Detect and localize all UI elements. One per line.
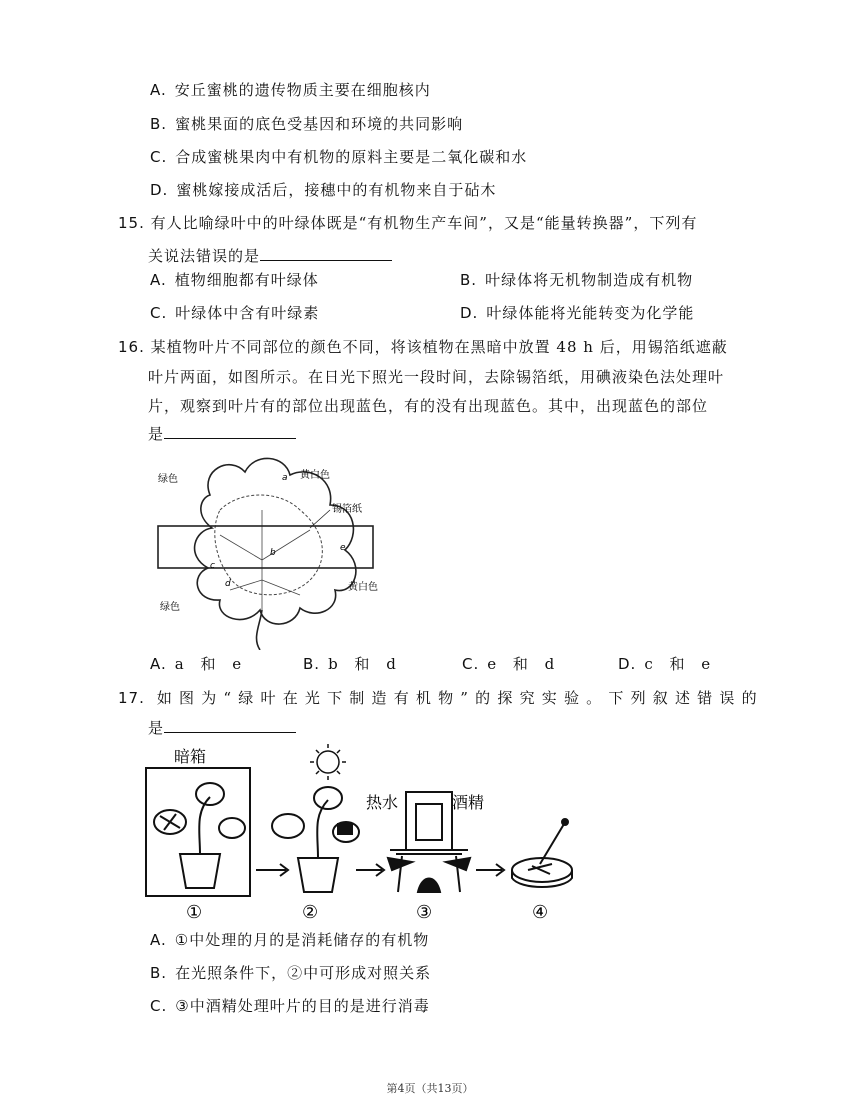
label-foil: 锡箔纸 [332, 504, 362, 515]
prev-option-d: D. 蜜桃嫁接成活后，接穗中的有机物来自于砧木 [150, 181, 497, 199]
label-green-top: 绿色 [158, 474, 178, 485]
page-footer: 第4页（共13页） [386, 1082, 474, 1095]
prev-option-a: A. 安丘蜜桃的遗传物质主要在细胞核内 [150, 81, 431, 99]
label-a: a [282, 473, 288, 483]
label-b: b [270, 548, 276, 558]
label-step-3: ③ [416, 902, 433, 922]
label-alcohol: 酒精 [452, 793, 485, 812]
leaf-inner-zone [215, 495, 323, 595]
label-yellow-top: 黄白色 [300, 470, 330, 481]
plant-1 [154, 783, 245, 888]
q16-stem-line3: 片，观察到叶片有的部位出现蓝色，有的没有出现蓝色。其中，出现蓝色的部位 [148, 397, 709, 415]
leaf-foil-figure [150, 450, 420, 650]
answer-blank [164, 718, 296, 733]
q15-option-c: C. 叶绿体中含有叶绿素 [150, 304, 320, 322]
q17-stem-line1: 17. 如图为“绿叶在光下制造有机物”的探究实验。下列叙述错误的 [118, 689, 764, 707]
label-step-2: ② [302, 902, 319, 922]
petri-dish [512, 819, 572, 887]
arrow-2 [356, 864, 384, 876]
q15-option-b: B. 叶绿体将无机物制造成有机物 [460, 271, 694, 289]
q15-option-d: D. 叶绿体能将光能转变为化学能 [460, 304, 695, 322]
q16-stem-line2: 叶片两面，如图所示。在日光下照光一段时间，去除锡箔纸，用碘液染色法处理叶 [148, 368, 725, 386]
arrow-3 [476, 864, 504, 876]
q15-option-a: A. 植物细胞都有叶绿体 [150, 271, 319, 289]
prev-option-c: C. 合成蜜桃果肉中有机物的原料主要是二氧化碳和水 [150, 148, 528, 166]
label-dark-box: 暗箱 [174, 747, 207, 766]
q16-stem-line1: 16. 某植物叶片不同部位的颜色不同，将该植物在黑暗中放置 48 h 后，用锡箔纸遮蔽 [118, 338, 728, 356]
label-step-4: ④ [532, 902, 549, 922]
q16-option-d: D. c 和 e [618, 655, 717, 673]
label-yellow-right: 黄白色 [348, 582, 378, 593]
label-d: d [225, 579, 231, 589]
label-hot-water: 热水 [366, 793, 399, 812]
answer-blank [164, 424, 296, 439]
label-step-1: ① [186, 902, 203, 922]
plant-2 [272, 787, 359, 892]
answer-blank [260, 246, 392, 261]
label-green-bottom: 绿色 [160, 602, 180, 613]
q17-stem-line2: 是 [148, 718, 296, 738]
q17-option-c: C. ③中酒精处理叶片的目的是进行消毒 [150, 997, 430, 1015]
q16-stem-line4: 是 [148, 424, 296, 444]
prev-option-b: B. 蜜桃果面的底色受基因和环境的共同影响 [150, 115, 464, 133]
arrow-1 [256, 864, 288, 876]
label-e: e [340, 543, 346, 553]
label-c: c [210, 561, 215, 571]
q17-option-b: B. 在光照条件下，②中可形成对照关系 [150, 964, 432, 982]
q16-option-a: A. a 和 e [150, 655, 248, 673]
experiment-figure [140, 742, 590, 922]
q15-stem-line1: 15. 有人比喻绿叶中的叶绿体既是“有机物生产车间”，又是“能量转换器”，下列有 [118, 214, 698, 232]
q16-option-b: B. b 和 d [303, 655, 402, 673]
q17-option-a: A. ①中处理的月的是消耗储存的有机物 [150, 931, 430, 949]
leaf-outline [195, 458, 356, 624]
q15-stem-line2: 关说法错误的是 [148, 246, 392, 266]
leaf-stem [257, 610, 262, 650]
q16-option-c: C. e 和 d [462, 655, 561, 673]
sun-icon [310, 744, 346, 780]
